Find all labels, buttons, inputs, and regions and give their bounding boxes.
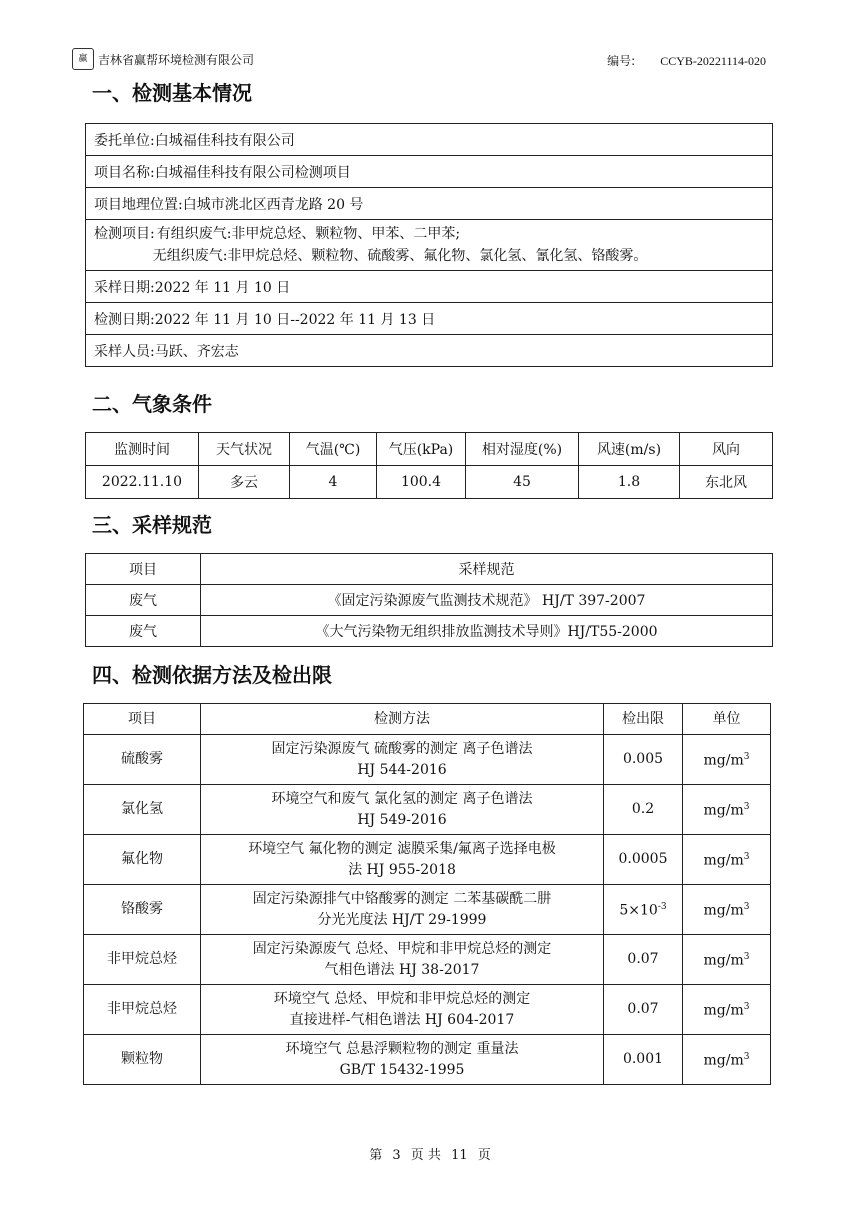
methods-unit-cell [683,935,771,985]
weather-header-cell: 风速(m/s) [579,433,680,466]
methods-method-cell [201,1035,604,1085]
weather-cell: 2022.11.10 [86,466,199,499]
method-line: HJ 544-2016 [357,761,447,778]
sampling-date-cell: 采样日期:2022 年 11 月 10 日 [86,271,773,303]
weather-cell: 45 [466,466,579,499]
weather-header-cell: 相对湿度(%) [466,433,579,466]
method-line: 环境空气和废气 氯化氢的测定 离子色谱法 [271,790,533,807]
methods-limit-cell: 0.07 [604,935,683,985]
method-line: 环境空气 氟化物的测定 滤膜采集/氟离子选择电极 [248,840,556,857]
methods-item-cell: 非甲烷总烃 [84,985,201,1035]
methods-item-cell: 氯化氢 [84,785,201,835]
method-line: 环境空气 总悬浮颗粒物的测定 重量法 [285,1040,519,1057]
unit-exp: 3 [743,852,750,863]
method-line: 固定污染源排气中铬酸雾的测定 二苯基碳酰二肼 [252,890,552,907]
spec-header-cell: 项目 [86,554,201,585]
methods-header-cell: 项目 [84,704,201,735]
company-header [72,48,254,70]
unit-exp: 3 [743,802,750,813]
methods-unit-cell [683,985,771,1035]
unit-exp: 3 [743,1052,750,1063]
unit-base: mg/m [703,852,744,869]
methods-method-cell [201,735,604,785]
methods-limit-cell: 0.005 [604,735,683,785]
report-number-label: 编号: [607,54,636,68]
weather-data-row [86,466,773,499]
methods-row [84,785,771,835]
page-footer [0,1144,860,1163]
methods-row [84,835,771,885]
spec-standard-cell: 《固定污染源废气监测技术规范》 HJ/T 397-2007 [201,585,773,616]
test-items-organized: 有组织废气:非甲烷总烃、颗粒物、甲苯、二甲苯; [156,226,461,242]
methods-item-cell: 铬酸雾 [84,885,201,935]
methods-item-cell: 非甲烷总烃 [84,935,201,985]
method-line: 环境空气 总烃、甲烷和非甲烷总烃的测定 [273,990,531,1007]
client-cell: 委托单位:白城福佳科技有限公司 [86,124,773,156]
weather-table [85,432,773,499]
methods-table [83,703,771,1085]
weather-header-cell: 气温(℃) [290,433,377,466]
section-title-methods: 四、检测依据方法及检出限 [92,663,332,687]
weather-cell: 多云 [199,466,290,499]
weather-header-cell: 监测时间 [86,433,199,466]
methods-method-cell [201,835,604,885]
methods-header-cell: 检出限 [604,704,683,735]
methods-row [84,985,771,1035]
weather-cell: 东北风 [680,466,773,499]
methods-limit-cell: 0.001 [604,1035,683,1085]
method-line: 直接进样-气相色谱法 HJ 604-2017 [289,1011,515,1028]
unit-exp: 3 [743,902,750,913]
methods-row [84,935,771,985]
methods-limit-cell: 0.07 [604,985,683,1035]
methods-row [84,1035,771,1085]
weather-header-cell: 天气状况 [199,433,290,466]
methods-header-cell: 检测方法 [201,704,604,735]
unit-exp: 3 [743,1002,750,1013]
method-line: 分光光度法 HJ/T 29-1999 [317,911,487,928]
test-date-cell: 检测日期:2022 年 11 月 10 日--2022 年 11 月 13 日 [86,303,773,335]
methods-method-cell [201,985,604,1035]
methods-method-cell [201,935,604,985]
spec-item-cell: 废气 [86,585,201,616]
test-items-unorganized: 无组织废气:非甲烷总烃、颗粒物、硫酸雾、氟化物、氯化氢、氰化氢、铬酸雾。 [152,248,648,264]
method-line: 法 HJ 955-2018 [348,861,456,878]
methods-item-cell: 颗粒物 [84,1035,201,1085]
unit-base: mg/m [703,1052,744,1069]
methods-item-cell: 硫酸雾 [84,735,201,785]
methods-unit-cell [683,885,771,935]
test-items-label: 检测项目: [94,226,155,242]
page-mid: 页 共 [410,1148,441,1163]
unit-base: mg/m [703,902,744,919]
methods-row [84,885,771,935]
spec-header-row [86,554,773,585]
weather-cell: 1.8 [579,466,680,499]
test-items-cell [86,220,773,271]
basic-info-table [85,123,773,367]
methods-unit-cell [683,785,771,835]
page-suffix: 页 [477,1148,491,1163]
weather-cell: 100.4 [377,466,466,499]
section-title-weather: 二、气象条件 [92,392,212,416]
project-name-cell: 项目名称:白城福佳科技有限公司检测项目 [86,156,773,188]
section-title-basic: 一、检测基本情况 [92,81,252,105]
spec-standard-cell: 《大气污染物无组织排放监测技术导则》HJ/T55-2000 [201,616,773,647]
report-number [607,52,766,69]
methods-limit-cell: 0.0005 [604,835,683,885]
unit-exp: 3 [743,952,750,963]
methods-header-row [84,704,771,735]
methods-unit-cell [683,735,771,785]
section-title-sampling: 三、采样规范 [92,513,212,537]
methods-method-cell [201,785,604,835]
methods-unit-cell [683,1035,771,1085]
report-number-value: CCYB-20221114-020 [660,54,766,68]
company-name: 吉林省赢帮环境检测有限公司 [98,52,255,67]
limit-exp: -3 [657,902,667,913]
method-line: 固定污染源废气 总烃、甲烷和非甲烷总烃的测定 [252,940,552,957]
sampling-spec-table [85,553,773,647]
methods-item-cell: 氟化物 [84,835,201,885]
spec-item-cell: 废气 [86,616,201,647]
sampler-cell: 采样人员:马跃、齐宏志 [86,335,773,367]
page-number: 3 [392,1148,401,1163]
unit-base: mg/m [703,1002,744,1019]
methods-limit-cell: 0.2 [604,785,683,835]
weather-header-cell: 风向 [680,433,773,466]
unit-base: mg/m [703,952,744,969]
weather-cell: 4 [290,466,377,499]
methods-unit-cell [683,835,771,885]
limit-base: 5×10 [619,902,658,919]
weather-header-row [86,433,773,466]
page-total: 11 [451,1148,468,1163]
method-line: 气相色谱法 HJ 38-2017 [324,961,480,978]
unit-base: mg/m [703,802,744,819]
methods-limit-cell [604,885,683,935]
company-logo-icon: 赢 [72,48,94,70]
spec-row [86,616,773,647]
method-line: GB/T 15432-1995 [339,1061,465,1078]
unit-base: mg/m [703,752,744,769]
methods-method-cell [201,885,604,935]
spec-row [86,585,773,616]
weather-header-cell: 气压(kPa) [377,433,466,466]
spec-header-cell: 采样规范 [201,554,773,585]
page-prefix: 第 [369,1148,383,1163]
unit-exp: 3 [743,752,750,763]
methods-row [84,735,771,785]
location-cell: 项目地理位置:白城市洮北区西青龙路 20 号 [86,188,773,220]
method-line: 固定污染源废气 硫酸雾的测定 离子色谱法 [271,740,533,757]
methods-header-cell: 单位 [683,704,771,735]
method-line: HJ 549-2016 [357,811,447,828]
